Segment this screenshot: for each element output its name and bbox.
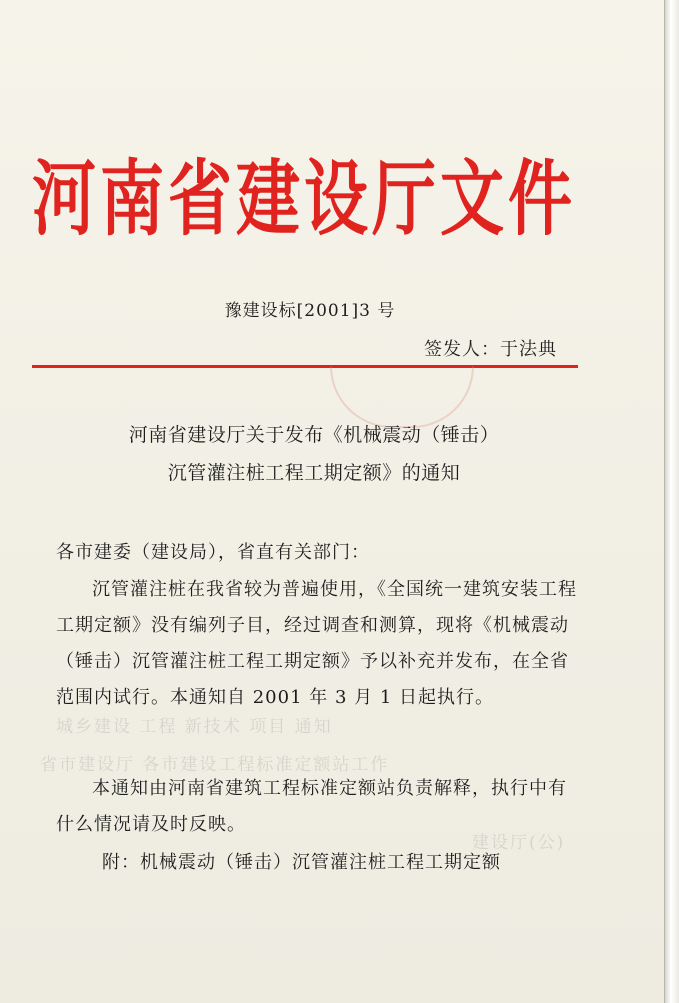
notice-title-line-1: 河南省建设厅关于发布《机械震动（锤击） [128,424,500,446]
bleed-through-text: 省市建设厅 各市建设工程标准定额站工作 [40,755,390,775]
page-edge [664,0,679,1003]
header-char: 南 [100,152,164,248]
notice-title-line-2: 沉管灌注桩工程工期定额》的通知 [167,462,461,484]
faint-stamp-mark [330,366,474,428]
document-header-title [32,150,572,250]
attachment-line: 附：机械震动（锤击）沉管灌注桩工程工期定额 [102,852,501,873]
header-char: 厅 [372,152,436,248]
header-char: 文 [440,152,504,248]
header-char: 件 [508,152,572,248]
bleed-through-text: 城乡建设 工程 新技术 项目 通知 [56,717,333,737]
salutation: 各市建委（建设局），省直有关部门： [56,542,370,563]
document-number: 豫建设标[2001]3 号 [224,301,396,321]
red-divider-line [32,365,578,368]
header-char: 建 [236,152,300,248]
header-char: 河 [32,152,96,248]
bleed-through-text: 建设厅(公) [472,833,566,853]
header-char: 设 [304,152,368,248]
signer-line: 签发人：于法典 [424,339,557,360]
body-paragraph-1: 沉管灌注桩在我省较为普遍使用，《全国统一建筑安装工程工期定额》没有编列子目，经过调查和测算，现将《机械震动（锤击）沉管灌注桩工程工期定额》予以补充并发布，在全省范围内试行。本通知自 2001 年 3 月 1 日起执行。 [56,579,577,708]
body-paragraph-2: 本通知由河南省建筑工程标准定额站负责解释，执行中有什么情况请及时反映。 [56,778,567,835]
header-char: 省 [168,152,232,248]
